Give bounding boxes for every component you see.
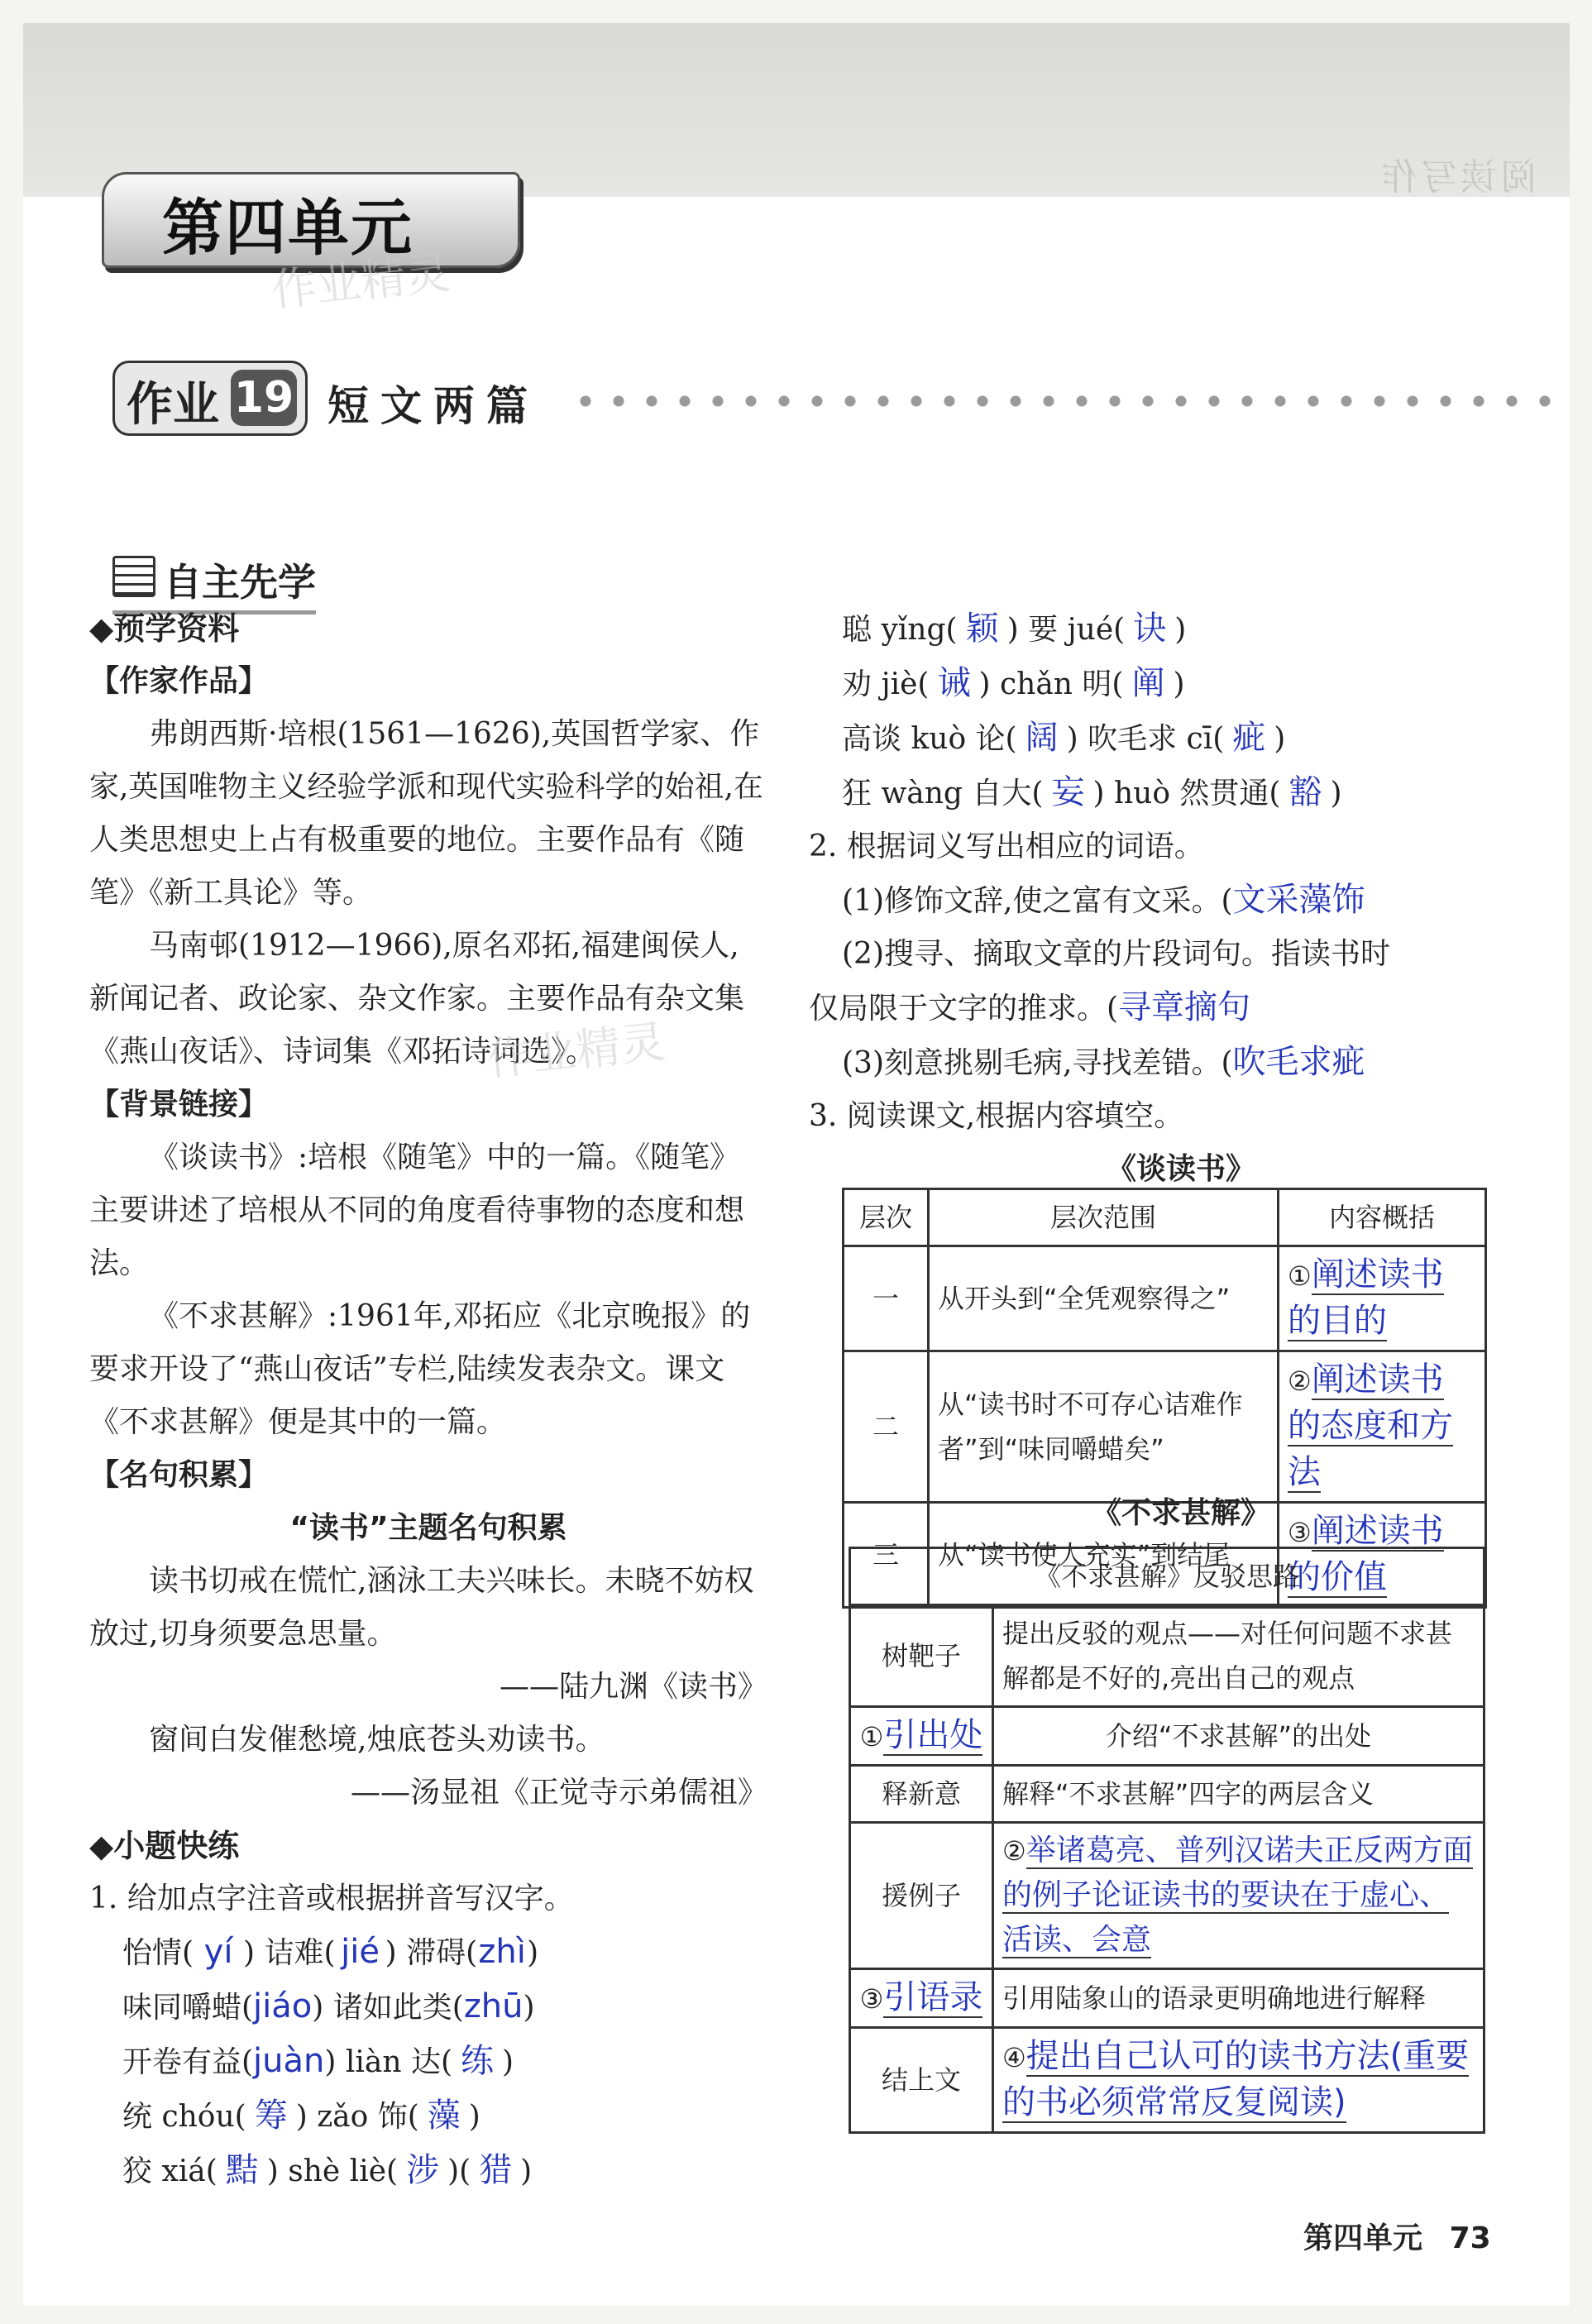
dotted-rule: [569, 395, 1561, 407]
answer-field[interactable]: 阔: [1025, 719, 1059, 757]
answer-field[interactable]: 练: [461, 2042, 495, 2080]
left-column: [89, 602, 767, 2198]
answer-field[interactable]: juàn: [253, 2042, 325, 2080]
table-2-title: 《不求甚解》: [1091, 1496, 1270, 1530]
table-row: 树靶子 提出反驳的观点——对任何问题不求甚解都是不好的,亮出自己的观点: [850, 1605, 1484, 1707]
quote-1: 读书切戒在慌忙,涵泳工夫兴味长。未晓不妨权放过,切身须要急思量。: [89, 1564, 754, 1651]
table-row: 三 从“读书使人充实”到结尾 ③阐述读书的价值: [844, 1503, 1486, 1608]
table-tan-du-shu: [842, 1188, 1487, 1609]
table-row: 二 从“读书时不可存心诘难作者”到“味同嚼蜡矣” ②阐述读书的态度和方法: [844, 1351, 1486, 1503]
answer-field[interactable]: 黠: [225, 2151, 259, 2189]
watermark: 作业精灵: [269, 246, 453, 318]
author-heading: 【作家作品】: [89, 664, 269, 698]
lesson-title: 短文两篇: [327, 382, 539, 430]
answer-field[interactable]: 颖: [965, 610, 999, 648]
quote-2: 窗间白发催愁境,烛底苍头劝读书。: [149, 1723, 605, 1757]
preview-heading: ◆预学资料: [89, 610, 240, 647]
answer-field[interactable]: 阐: [1131, 664, 1165, 702]
table-bu-qiu-shen-jie: [849, 1547, 1485, 2134]
list-item: 味同嚼蜡(jiáo) 诸如此类(zhū): [122, 1980, 767, 2035]
answer-field[interactable]: 诀: [1133, 610, 1167, 648]
answer-field[interactable]: 引出处: [883, 1716, 983, 1754]
table-row: 释新意 解释“不求甚解”四字的两层含义: [850, 1766, 1484, 1823]
right-column: [809, 602, 1553, 1196]
answer-field[interactable]: 豁: [1288, 773, 1322, 811]
background-paragraph-2: 《不求甚解》:1961年,邓拓应《北京晚报》的要求开设了“燕山夜话”专栏,陆续发表杂文。课文《不求甚解》便是其中的一篇。: [89, 1299, 751, 1439]
quotes-heading: 【名句积累】: [89, 1458, 269, 1492]
homework-badge: [112, 361, 308, 436]
answer-field[interactable]: 涉: [406, 2151, 440, 2189]
question-2-2a: (2)搜寻、摘取文章的片段词句。指读书时: [842, 937, 1390, 971]
answer-field[interactable]: 筹: [254, 2097, 288, 2135]
answer-field[interactable]: jié: [341, 1933, 380, 1971]
question-2-2b: 仅局限于文字的推求。(寻章摘句: [809, 988, 1251, 1026]
watermark: 作业精灵: [484, 1015, 668, 1087]
list-item: 狡 xiá( 黠 ) shè liè( 涉 )( 猎 ): [122, 2144, 767, 2198]
header-band: [23, 23, 1570, 197]
answer-field[interactable]: 阐述读书的态度和方法: [1288, 1360, 1453, 1491]
list-item: 开卷有益(juàn) liàn 达( 练 ): [122, 2035, 767, 2089]
answer-field[interactable]: zhì: [478, 1933, 526, 1971]
table-header-row: 《不求甚解》反驳思路: [850, 1548, 1484, 1605]
list-item: 聪 yǐng( 颖 ) 要 jué( 诀 ): [842, 602, 1553, 657]
page-footer: [1303, 2215, 1491, 2257]
list-item: 怡情( yí ) 诘难( jié ) 滞碍(zhì): [122, 1925, 767, 1980]
question-2-3: (3)刻意挑剔毛病,寻找差错。(吹毛求疵: [842, 1043, 1365, 1081]
table-row: ①引出处 介绍“不求甚解”的出处: [850, 1707, 1484, 1766]
list-item: 统 chóu( 筹 ) zǎo 饰( 藻 ): [122, 2089, 767, 2144]
section-title: 自主先学: [164, 560, 316, 605]
answer-field[interactable]: 妄: [1051, 773, 1085, 811]
question-1: 1. 给加点字注音或根据拼音写汉字。: [89, 1882, 574, 1915]
table-row: 援例子 ②举诸葛亮、普列汉诺夫正反两方面的例子论证读书的要诀在于虚心、活读、会意: [850, 1823, 1484, 1969]
answer-field[interactable]: yí: [203, 1933, 233, 1971]
unit-title: 第四单元: [162, 193, 414, 264]
answer-field[interactable]: jiáo: [253, 1987, 313, 2025]
answer-field[interactable]: 藻: [427, 2097, 461, 2135]
table-row: 结上文 ④提出自己认可的读书方法(重要的书必须常常反复阅读): [850, 2028, 1484, 2133]
author-paragraph-1: 弗朗西斯·培根(1561—1626),英国哲学家、作家,英国唯物主义经验学派和现代实验科学的始祖,在人类思想史上占有极重要的地位。主要作品有《随笔》《新工具论》等。: [89, 717, 763, 910]
notebook-icon: [112, 556, 155, 597]
question-2-1: (1)修饰文辞,使之富有文采。(文采藻饰: [842, 881, 1365, 919]
quotes-title: “读书”主题名句积累: [289, 1511, 567, 1545]
answer-field[interactable]: 文采藻饰: [1232, 881, 1365, 919]
list-item: 狂 wàng 自大( 妄 ) huò 然贯通( 豁 ): [842, 766, 1553, 820]
workbook-page: [23, 23, 1570, 2306]
question-3: 3. 阅读课文,根据内容填空。: [809, 1099, 1184, 1133]
author-paragraph-2: 马南邨(1912—1966),原名邓拓,福建闽侯人,新闻记者、政论家、杂文作家。主要作品有杂文集《燕山夜话》、诗词集《邓拓诗词选》。: [89, 929, 745, 1069]
answer-field[interactable]: 举诸葛亮、普列汉诺夫正反两方面的例子论证读书的要诀在于虚心、活读、会意: [1002, 1834, 1473, 1957]
table-header-row: 层次 层次范围 内容概括: [844, 1189, 1486, 1246]
page-number: 73: [1449, 2221, 1491, 2255]
bleed-through-text: 阅读写作: [1378, 156, 1537, 198]
homework-label: 作业: [127, 378, 219, 432]
background-heading: 【背景链接】: [89, 1088, 269, 1121]
background-paragraph-1: 《谈读书》:培根《随笔》中的一篇。《随笔》主要讲述了培根从不同的角度看待事物的态度和想法。: [89, 1140, 745, 1280]
practice-heading: ◆小题快练: [89, 1828, 240, 1864]
answer-field[interactable]: 吹毛求疵: [1232, 1043, 1365, 1081]
answer-field[interactable]: 疵: [1232, 719, 1266, 757]
question-1-items-right: [809, 602, 1553, 820]
answer-field[interactable]: 寻章摘句: [1118, 988, 1251, 1026]
answer-field[interactable]: 引语录: [883, 1978, 983, 2016]
quote-2-source: ——汤显祖《正觉寺示弟儒祖》: [350, 1776, 767, 1810]
answer-field[interactable]: 提出自己认可的读书方法(重要的书必须常常反复阅读): [1002, 2037, 1470, 2121]
table-row: ③引语录 引用陆象山的语录更明确地进行解释: [850, 1969, 1484, 2028]
question-1-items-left: [89, 1925, 767, 2198]
homework-number: 19: [231, 370, 297, 426]
question-2: 2. 根据词义写出相应的词语。: [809, 830, 1204, 863]
answer-field[interactable]: 阐述读书的目的: [1288, 1255, 1444, 1340]
table-row: 一 从开头到“全凭观察得之” ①阐述读书的目的: [844, 1246, 1486, 1351]
answer-field[interactable]: 诫: [937, 664, 971, 702]
list-item: 劝 jiè( 诫 ) chǎn 明( 阐 ): [842, 657, 1553, 711]
quote-1-source: ——陆九渊《读书》: [499, 1670, 767, 1704]
table-1-title: 《谈读书》: [1106, 1152, 1255, 1186]
answer-field[interactable]: 猎: [479, 2151, 513, 2189]
footer-unit: 第四单元: [1303, 2221, 1423, 2255]
list-item: 高谈 kuò 论( 阔 ) 吹毛求 cī( 疵 ): [842, 711, 1553, 766]
answer-field[interactable]: 阐述读书的价值: [1288, 1512, 1444, 1596]
answer-field[interactable]: zhū: [463, 1987, 523, 2025]
